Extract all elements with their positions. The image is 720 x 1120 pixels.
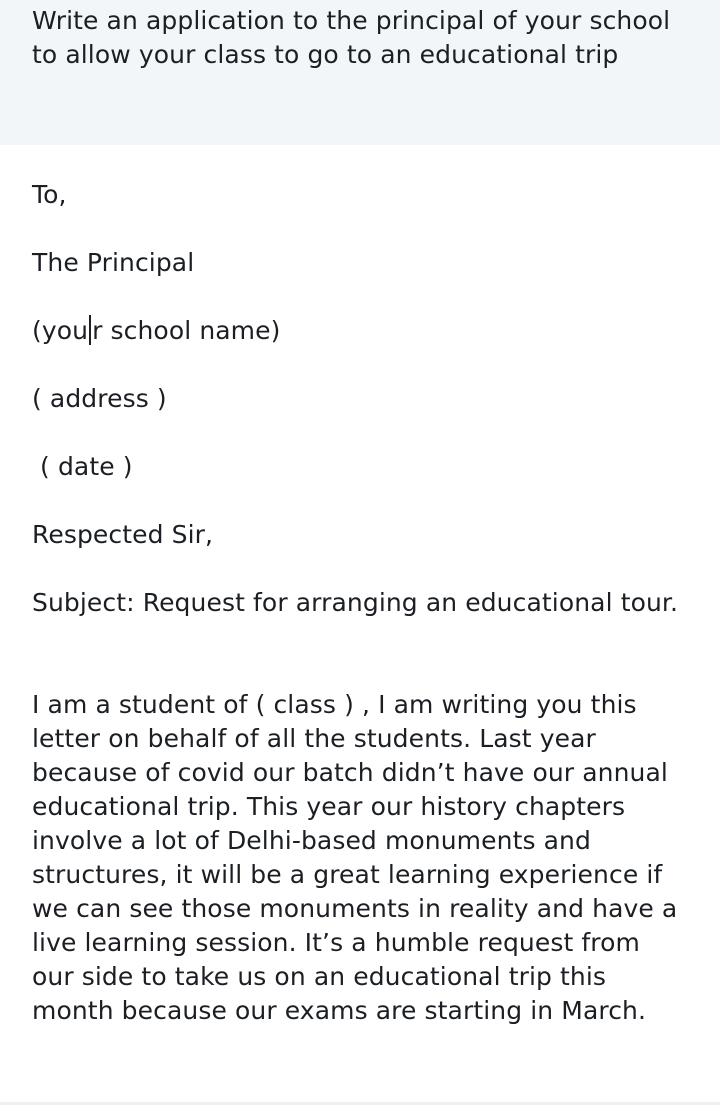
letter-school-name xyxy=(32,314,688,348)
text-cursor xyxy=(89,315,91,345)
question-box xyxy=(0,0,720,145)
letter-subject: Subject: Request for arranging an educational tour. xyxy=(32,588,679,617)
question-text: Write an application to the principal of your school to allow your class to go to an educational trip xyxy=(32,6,671,69)
letter-address: ( address ) xyxy=(32,384,167,413)
bottom-divider xyxy=(0,1102,720,1105)
letter-salutation: Respected Sir, xyxy=(32,520,214,549)
letter-body: I am a student of ( class ) , I am writing you this letter on behalf of all the students. Last year because of covid our batch didn’t have our annual educational trip. This year our history chapters involve a lot of Delhi-based monuments and structures, it will be a great learning experience if we can see those monuments in reality and have a live learning session. It’s a humble request from our side to take us on an educational trip this month because our exams are starting in March. xyxy=(32,690,678,1025)
letter-date: ( date ) xyxy=(32,452,133,481)
letter-to: To, xyxy=(32,180,67,209)
school-name-part-2: r school name) xyxy=(92,316,281,345)
school-name-part-1: (you xyxy=(32,316,89,345)
letter-recipient: The Principal xyxy=(32,248,195,277)
